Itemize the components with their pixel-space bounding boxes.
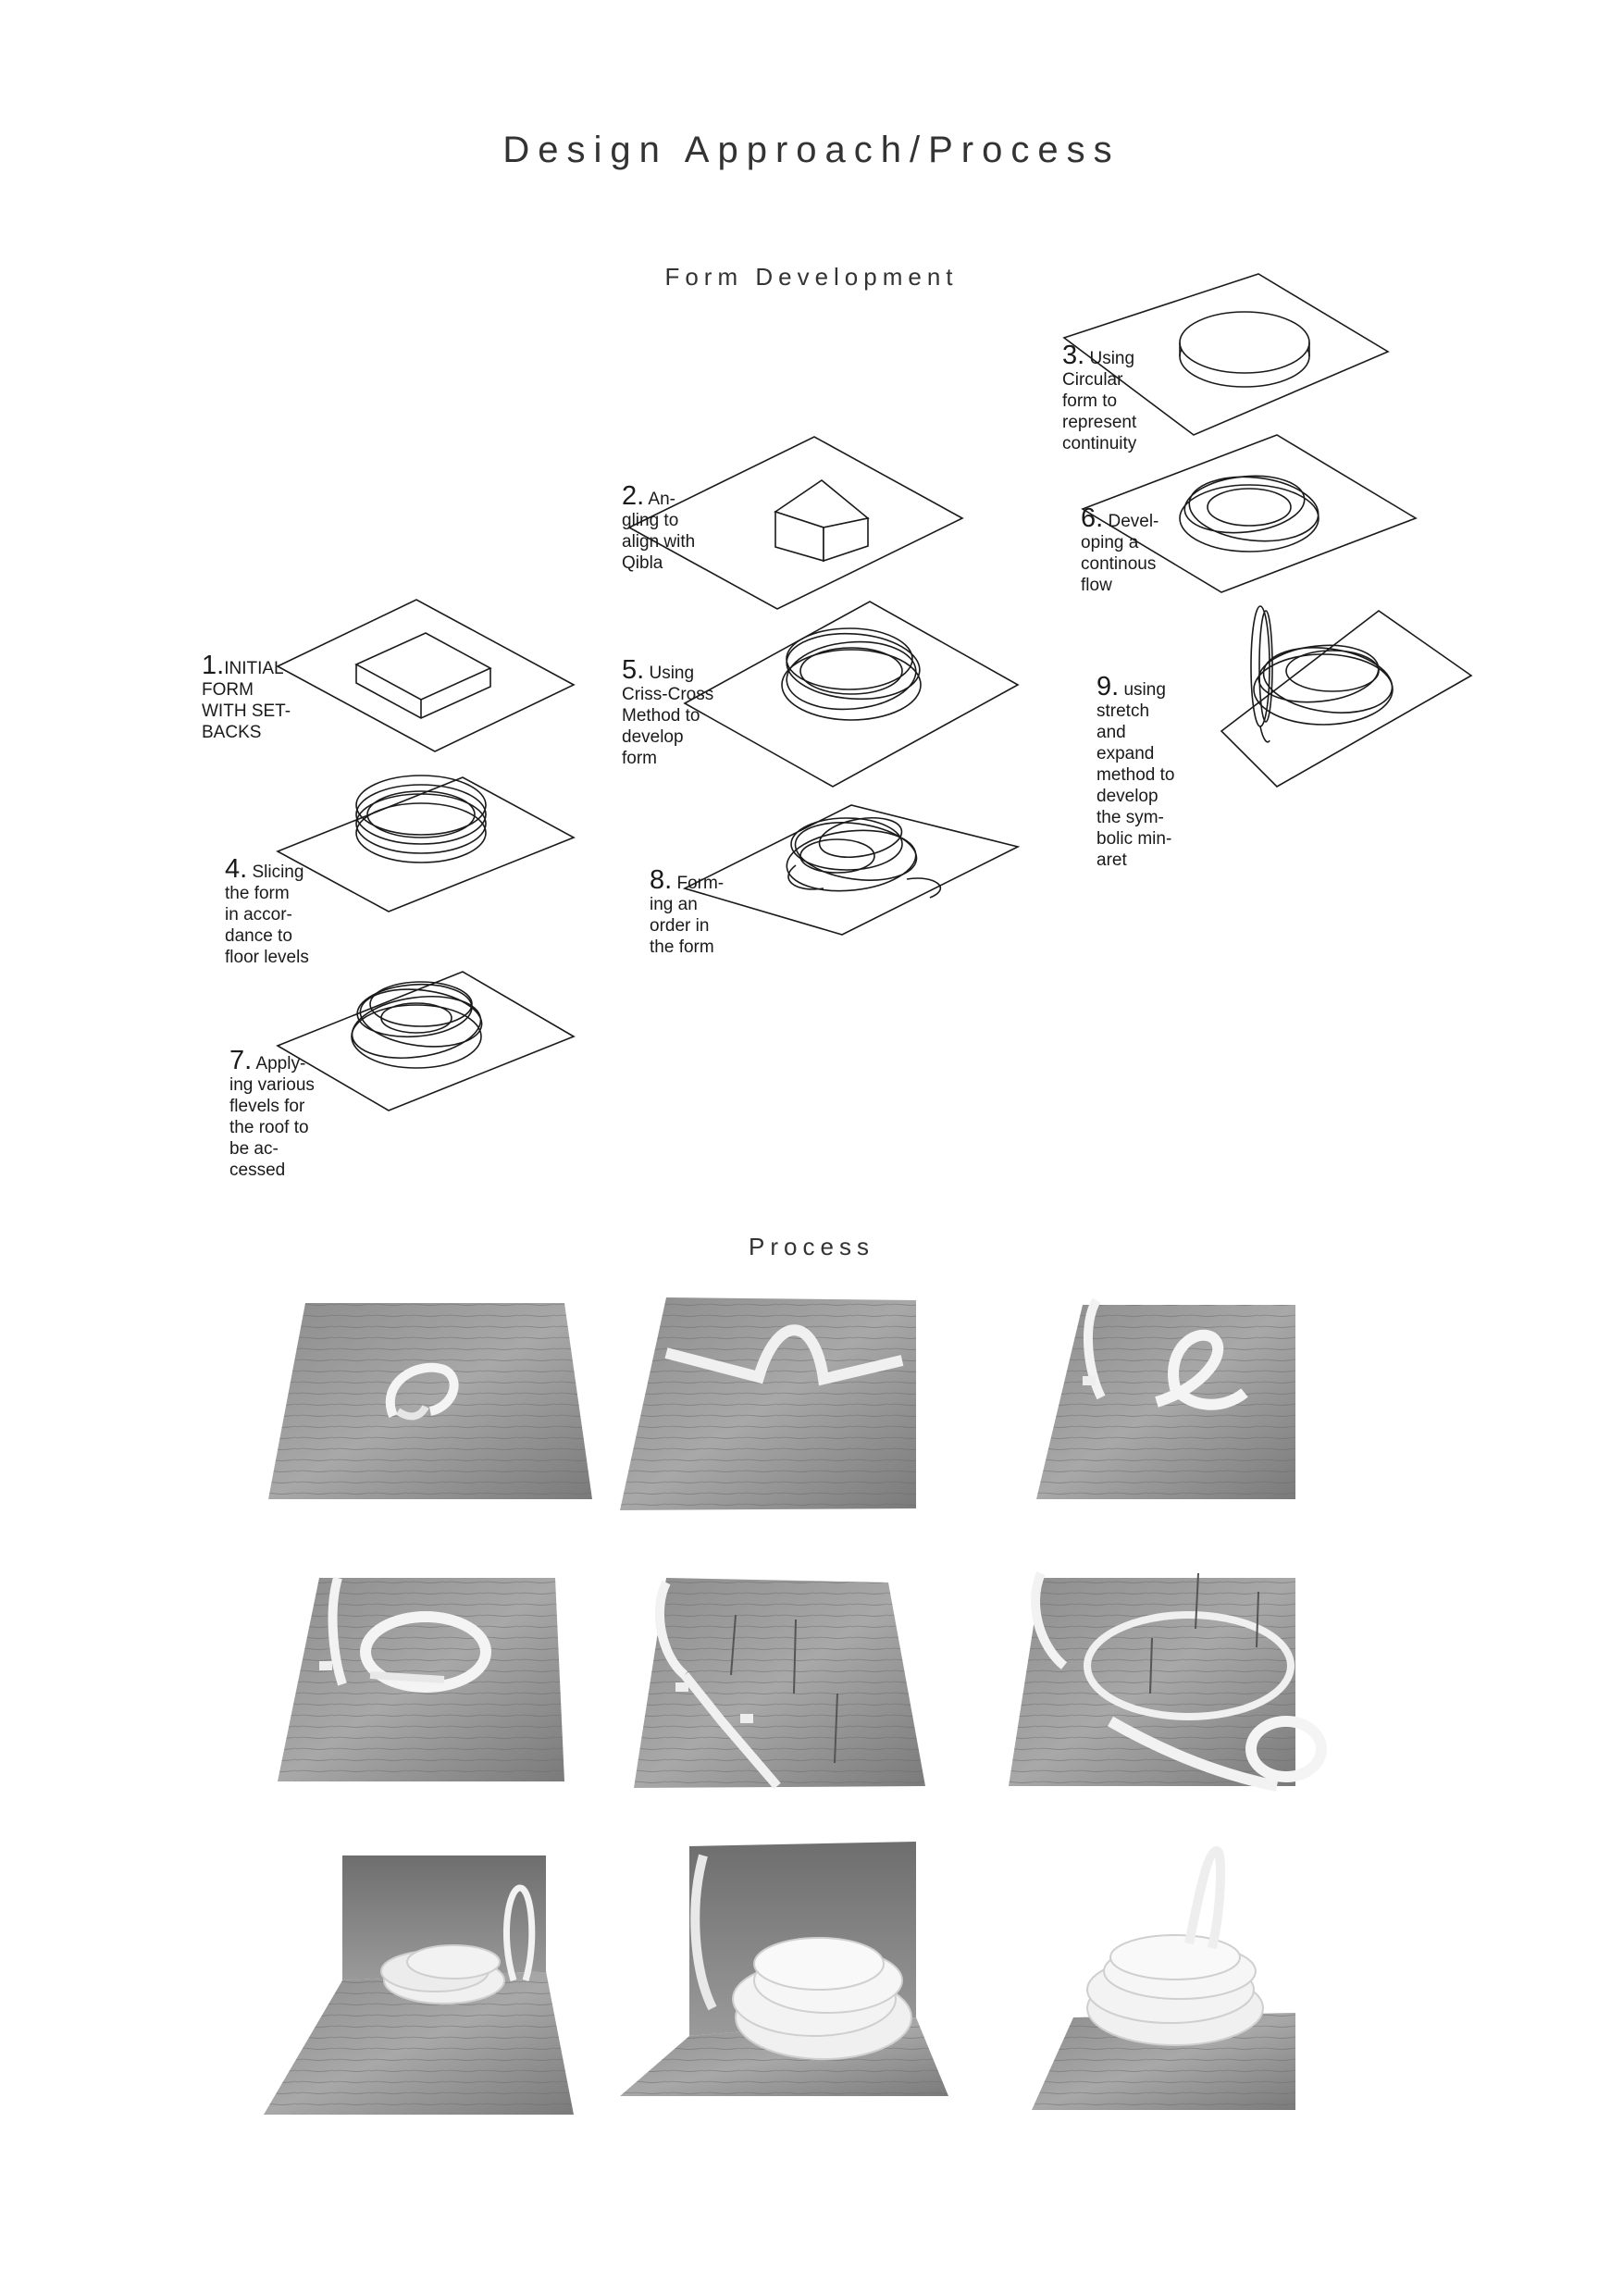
- step-number: 6.: [1081, 503, 1104, 533]
- step-text: develop: [622, 727, 684, 747]
- step-text: Using: [649, 664, 695, 683]
- step-text: aret: [1096, 850, 1127, 870]
- form-development-heading: Form Development: [664, 263, 959, 291]
- model-photo-2: [620, 1297, 916, 1510]
- model-photo-5: [634, 1578, 925, 1788]
- step-text: Devel-: [1108, 512, 1159, 531]
- step-text: cessed: [229, 1160, 286, 1180]
- step-text: form: [622, 749, 657, 768]
- step-text: Form-: [676, 874, 725, 893]
- step-number: 5.: [622, 655, 645, 685]
- step-number: 8.: [650, 865, 673, 895]
- step-number: 7.: [229, 1046, 253, 1075]
- step-text: develop: [1096, 787, 1158, 806]
- step-text: Circular: [1062, 370, 1123, 390]
- step-text: continous: [1081, 554, 1157, 574]
- step-text: stretch: [1096, 701, 1150, 721]
- step-number: 4.: [225, 854, 248, 884]
- step-text: flow: [1081, 576, 1112, 595]
- model-photo-6: [1009, 1573, 1321, 1786]
- step-text: FORM: [202, 680, 254, 700]
- model-photo-8: [620, 1842, 948, 2096]
- step-text: gling to: [622, 511, 679, 530]
- step-text: Criss-Cross: [622, 685, 714, 704]
- step-text: method to: [1096, 765, 1175, 785]
- step-text: An-: [648, 490, 675, 509]
- model-photo-3: [1036, 1300, 1295, 1499]
- step-text: ing an: [650, 895, 698, 914]
- step-text: be ac-: [229, 1139, 279, 1159]
- step-number: 1.: [202, 651, 225, 680]
- step-text: represent: [1062, 413, 1137, 432]
- step-text: WITH SET-: [202, 701, 291, 721]
- step-text: using: [1123, 680, 1166, 700]
- step-number: 9.: [1096, 672, 1120, 701]
- step-text: ing various: [229, 1075, 315, 1095]
- step-text: Apply-: [255, 1054, 306, 1074]
- step-text: oping a: [1081, 533, 1139, 552]
- page-title: Design Approach/Process: [502, 130, 1121, 170]
- step-text: align with: [622, 532, 696, 552]
- step-number: 3.: [1062, 341, 1085, 370]
- step-text: the form: [650, 937, 714, 957]
- step-text: dance to: [225, 926, 292, 946]
- step-text: expand: [1096, 744, 1155, 763]
- model-photo-9: [1032, 1851, 1295, 2110]
- step-text: BACKS: [202, 723, 262, 742]
- step-text: form to: [1062, 391, 1118, 411]
- step-text: floor levels: [225, 948, 309, 967]
- step-text: bolic min-: [1096, 829, 1172, 849]
- model-photo-4: [278, 1578, 564, 1781]
- step-text: flevels for: [229, 1097, 305, 1116]
- step-text: Qibla: [622, 553, 663, 573]
- step-text: and: [1096, 723, 1126, 742]
- step-text: in accor-: [225, 905, 292, 925]
- step-text: INITIAL: [224, 659, 284, 678]
- step-text: Using: [1089, 349, 1135, 368]
- model-photo-7: [264, 1855, 574, 2115]
- step-number: 2.: [622, 481, 645, 511]
- step-text: Slicing: [252, 863, 304, 882]
- step-text: order in: [650, 916, 710, 936]
- step-text: the form: [225, 884, 290, 903]
- step-text: the sym-: [1096, 808, 1164, 827]
- process-heading: Process: [749, 1233, 874, 1260]
- step-text: the roof to: [229, 1118, 309, 1137]
- step-text: Method to: [622, 706, 700, 726]
- model-photo-1: [268, 1303, 592, 1499]
- step-text: continuity: [1062, 434, 1137, 453]
